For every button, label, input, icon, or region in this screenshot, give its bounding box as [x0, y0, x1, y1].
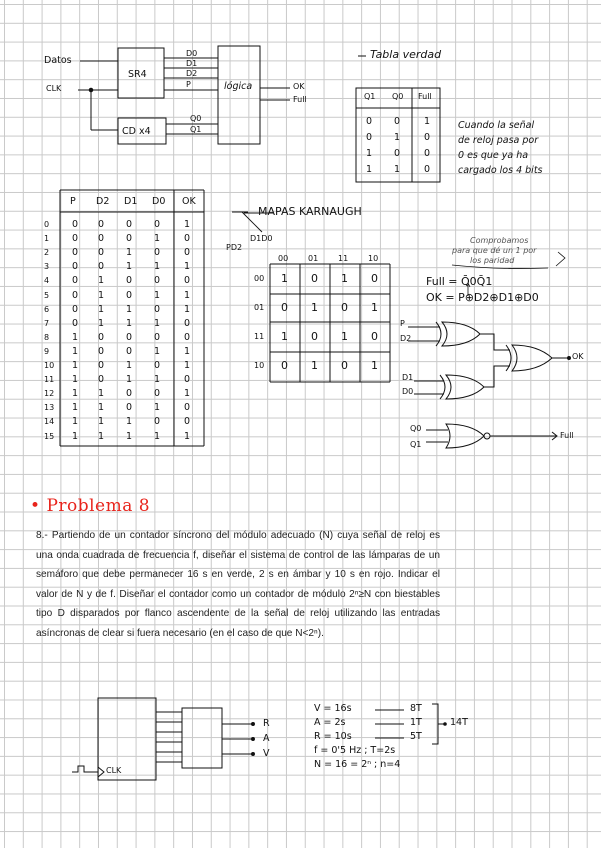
big-table-row-index: 13	[44, 403, 55, 413]
xor-gate-3	[512, 345, 552, 371]
big-table-cell: 0	[126, 345, 133, 357]
big-table-cell: 1	[98, 275, 105, 287]
small-table-cell: 0	[424, 132, 431, 143]
big-table-row-index: 6	[44, 304, 50, 314]
xor-gate-1	[442, 322, 480, 346]
gate-in-d0: D0	[402, 387, 414, 396]
calc-a: A = 2s	[314, 717, 346, 728]
big-table-cell: 1	[154, 402, 161, 414]
kmap-cell: 0	[341, 301, 348, 314]
big-table-cell: 0	[98, 331, 105, 343]
big-table-row-index: 8	[44, 332, 50, 342]
small-table-cell: 0	[394, 116, 401, 127]
big-table-cell: 0	[154, 247, 161, 259]
kmap-note-line: Comprobamos	[470, 236, 529, 245]
calc-r: R = 10s	[314, 731, 352, 742]
big-table-cell: 0	[72, 303, 79, 315]
big-table-cell: 0	[72, 247, 79, 259]
ok-output-label: OK	[293, 82, 305, 91]
output-r-label: R	[263, 718, 270, 729]
kmap-cell: 1	[281, 330, 288, 343]
big-table-cell: 0	[72, 317, 79, 329]
kmap-note-line: para que dé un 1 por	[452, 246, 537, 255]
big-table-row-index: 0	[44, 220, 50, 229]
big-table-cell: 1	[184, 430, 191, 442]
d1-label: D1	[186, 59, 198, 68]
kmap-cell: 1	[311, 301, 318, 314]
big-table-cell: 1	[154, 345, 161, 357]
period-r: 5T	[410, 731, 422, 742]
small-table-cell: 1	[366, 164, 373, 175]
big-table-row-index: 5	[44, 290, 50, 300]
p-label: P	[186, 80, 191, 89]
big-table-row-index: 14	[44, 417, 55, 427]
kmap-col-label: 10	[368, 254, 379, 263]
calc-v: V = 16s	[314, 703, 352, 714]
big-table-cell: 0	[98, 247, 105, 259]
d2-label: D2	[186, 69, 198, 78]
big-table-cell: 0	[126, 331, 133, 343]
kmap-cell: 1	[311, 359, 318, 372]
full-output-label: Full	[293, 95, 307, 104]
big-table-cell: 1	[98, 402, 105, 414]
kmap-cell: 0	[281, 359, 288, 372]
big-table-cell: 1	[154, 430, 161, 442]
big-table-cell: 1	[184, 289, 191, 301]
big-table-cell: 0	[98, 219, 105, 230]
output-a-label: A	[263, 733, 270, 744]
big-table-cell: 0	[154, 331, 161, 343]
big-table-cell: 1	[126, 261, 133, 273]
small-table-note-line: 0 es que ya ha	[458, 150, 529, 161]
big-table-header: D2	[96, 196, 110, 207]
datos-label: Datos	[44, 55, 72, 66]
kmap-row-label: 11	[254, 332, 265, 341]
big-table-cell: 0	[184, 317, 191, 329]
big-table-cell: 0	[154, 360, 161, 371]
big-table-cell: 0	[126, 233, 133, 245]
big-table-cell: 1	[72, 402, 79, 414]
big-table-cell: 1	[98, 317, 105, 329]
big-table-cell: 1	[98, 289, 105, 301]
big-table-cell: 0	[154, 275, 161, 287]
logic-gates	[408, 322, 571, 448]
kmap-cell: 0	[371, 330, 378, 343]
small-table-cell: 1	[424, 116, 431, 127]
big-table-cell: 0	[72, 219, 79, 230]
big-table-cell: 0	[184, 374, 191, 386]
sr-block-label: SR4	[128, 69, 147, 80]
big-table-cell: 1	[154, 233, 161, 245]
big-table-row-index: 4	[44, 276, 50, 286]
big-table-row-index: 15	[44, 431, 55, 441]
big-table-cell: 1	[98, 303, 105, 315]
big-table-cell: 0	[126, 388, 133, 400]
big-table-cell: 1	[72, 360, 79, 371]
problem-title-text: Problema 8	[46, 496, 151, 516]
big-table-cell: 1	[154, 374, 161, 386]
big-table-cell: 1	[184, 303, 191, 315]
kmap-cell: 1	[341, 330, 348, 343]
decoder-box	[182, 708, 222, 768]
kmap-cell: 1	[341, 272, 348, 285]
period-total: 14T	[450, 717, 468, 728]
q1-label: Q1	[190, 125, 202, 134]
big-table-cell: 0	[154, 416, 161, 428]
calc-n: N = 16 = 2ⁿ ; n=4	[314, 759, 401, 770]
kmap-cell: 0	[371, 272, 378, 285]
big-table-cell: 0	[98, 360, 105, 371]
gate-in-p: P	[400, 319, 405, 328]
kmap-row-label: 01	[254, 303, 265, 312]
big-table-cell: 1	[72, 430, 79, 442]
big-table-cell: 1	[184, 388, 191, 400]
small-table-cell: 0	[424, 164, 431, 175]
small-table-title: Tabla verdad	[370, 48, 442, 61]
small-table-cell: 0	[424, 148, 431, 159]
big-table-cell: 0	[72, 233, 79, 245]
big-table-cell: 1	[126, 416, 133, 428]
big-table-cell: 0	[154, 219, 161, 230]
big-table-cell: 0	[126, 289, 133, 301]
big-table-cell: 0	[72, 275, 79, 287]
big-table-row-index: 12	[44, 389, 55, 399]
xor-gate-1-back	[436, 322, 441, 346]
big-table-cell: 1	[126, 374, 133, 386]
kmap-row-label: 00	[254, 274, 265, 283]
big-table-cell: 0	[184, 275, 191, 287]
big-table-cell: 1	[72, 331, 79, 343]
big-table-row-index: 2	[44, 248, 50, 258]
big-table-row-index: 7	[44, 318, 50, 328]
big-table-cell: 1	[98, 416, 105, 428]
big-table-cell: 1	[184, 360, 191, 371]
small-table-cell: 0	[394, 148, 401, 159]
d0-label: D0	[186, 49, 198, 58]
eq-full: Full = Q̄0Q̄1	[426, 275, 493, 288]
small-table-cell: 1	[394, 164, 401, 175]
big-table-row-index: 1	[44, 234, 50, 244]
big-table-cell: 1	[98, 430, 105, 442]
kmap-top-var: D1D0	[250, 234, 273, 243]
big-table-cell: 1	[184, 219, 191, 230]
big-table-cell: 0	[184, 247, 191, 259]
gate-out-ok: OK	[572, 352, 584, 361]
gate-in-q0: Q0	[410, 424, 422, 433]
big-table-header: D0	[152, 196, 166, 207]
gate-in-q1: Q1	[410, 440, 422, 449]
big-table-cell: 1	[126, 430, 133, 442]
big-table-header: OK	[182, 196, 196, 207]
big-table-cell: 0	[98, 345, 105, 357]
big-table-cell: 0	[126, 402, 133, 414]
big-table-cell: 1	[72, 345, 79, 357]
big-table-cell: 1	[126, 360, 133, 371]
kmap-cell: 1	[281, 272, 288, 285]
eq-ok: OK = P⊕D2⊕D1⊕D0	[426, 291, 539, 304]
xor-gate-2	[446, 375, 484, 399]
kmap-row-label: 10	[254, 361, 265, 370]
big-table-cell: 1	[154, 289, 161, 301]
kmap-cell: 0	[341, 359, 348, 372]
cd-block-label: CD x4	[122, 126, 151, 137]
big-table-cell: 0	[184, 233, 191, 245]
big-table-cell: 0	[98, 233, 105, 245]
big-table-cell: 0	[154, 388, 161, 400]
big-table-cell: 1	[98, 388, 105, 400]
calc-f: f = 0'5 Hz ; T=2s	[314, 745, 396, 756]
kmap-cell: 0	[311, 272, 318, 285]
big-table-cell: 0	[184, 416, 191, 428]
gate-in-d2: D2	[400, 334, 412, 343]
big-table-cell: 0	[154, 303, 161, 315]
q0-label: Q0	[190, 114, 202, 123]
big-table-cell: 0	[126, 275, 133, 287]
kmap-col-label: 01	[308, 254, 319, 263]
big-table-cell: 1	[72, 374, 79, 386]
big-table-cell: 1	[184, 261, 191, 273]
small-table-note-line: de reloj pasa por	[458, 135, 539, 146]
small-table-note-line: Cuando la señal	[458, 120, 535, 131]
big-table-row-index: 10	[44, 361, 55, 370]
big-table-header: D1	[124, 196, 138, 207]
big-table-cell: 1	[126, 317, 133, 329]
big-table-cell: 0	[72, 289, 79, 301]
bottom-clk-label: CLK	[106, 766, 122, 775]
big-table-cell: 1	[72, 416, 79, 428]
kmap-side-var: PD2	[226, 243, 243, 252]
problem-statement: 8.- Partiendo de un contador síncrono del módulo adecuado (N) cuya señal de reloj es una onda cuadrada de frecuencia f, diseñar el sistema de control de las lámparas de un semáforo que debe permanecer 16 s en verde, 2 s en ámbar y 10 s en rojo. Indicar el valor de N y de f. Diseñar el contador como un contador de módulo 2ⁿ≥N con biestables tipo D disparados por flanco ascendente de la señal de reloj utilizando las entradas asíncronas de clear si fuera necesario (en el caso de que N<2ⁿ).	[36, 530, 440, 639]
logic-block	[218, 46, 260, 144]
big-table-cell: 0	[72, 261, 79, 273]
big-table-row-index: 3	[44, 262, 50, 272]
kmap-cell: 0	[281, 301, 288, 314]
clock-waveform-icon	[72, 766, 90, 772]
big-table-cell: 1	[126, 303, 133, 315]
big-table-cell: 0	[184, 331, 191, 343]
kmap-note-line: los paridad	[470, 256, 515, 265]
period-a: 1T	[410, 717, 422, 728]
logic-block-label: lógica	[224, 81, 253, 92]
big-table-row-index: 11	[44, 375, 55, 385]
kmap-cell: 0	[311, 330, 318, 343]
small-table-cell: 1	[366, 148, 373, 159]
big-table-header: P	[70, 196, 76, 207]
gate-out-full: Full	[560, 431, 574, 440]
small-table-header: Full	[418, 92, 432, 101]
small-table-note-line: cargado los 4 bits	[458, 165, 543, 176]
nor-gate	[446, 424, 484, 448]
small-table-cell: 0	[366, 116, 373, 127]
big-table-cell: 1	[154, 317, 161, 329]
big-table-cell: 1	[72, 388, 79, 400]
kmap-cell: 1	[371, 301, 378, 314]
small-table-header: Q0	[392, 92, 404, 101]
big-table-cell: 0	[126, 219, 133, 230]
kmap-title: MAPAS KARNAUGH	[258, 205, 362, 218]
big-table-cell: 0	[98, 261, 105, 273]
kmap-cell: 1	[371, 359, 378, 372]
big-table-cell: 1	[126, 247, 133, 259]
output-v-label: V	[263, 748, 270, 759]
problem-title: • Problema 8	[30, 496, 151, 516]
small-table-cell: 1	[394, 132, 401, 143]
kmap-col-label: 00	[278, 254, 289, 263]
small-table-header: Q1	[364, 92, 376, 101]
kmap-col-label: 11	[338, 254, 349, 263]
big-table-row-index: 9	[44, 346, 50, 356]
period-v: 8T	[410, 703, 422, 714]
big-table-cell: 0	[184, 402, 191, 414]
gate-in-d1: D1	[402, 373, 414, 382]
clk-label: CLK	[46, 84, 62, 93]
big-table-cell: 0	[98, 374, 105, 386]
big-table-cell: 1	[154, 261, 161, 273]
big-table-cell: 1	[184, 345, 191, 357]
small-table-cell: 0	[366, 132, 373, 143]
